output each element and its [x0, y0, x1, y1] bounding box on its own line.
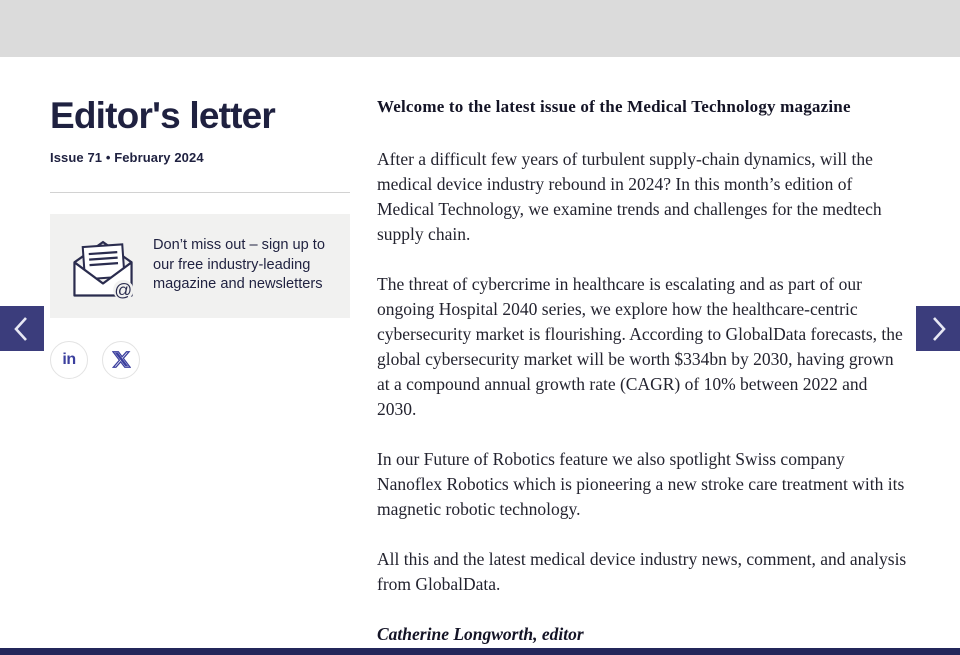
article-heading: Welcome to the latest issue of the Medical Technology magazine	[377, 97, 851, 116]
article-paragraph: After a difficult few years of turbulent supply-chain dynamics, will the medical device industry rebound in 2024? In this month’s edition of Medical Technology, we examine trends and challenges for the medtech supply chain.	[377, 149, 882, 244]
article-paragraph: The threat of cybercrime in healthcare is escalating and as part of our ongoing Hospital 2040 series, we explore how the healthcare-centric cybersecurity market is flourishing. According to GlobalData forecasts, the global cybersecurity market will be worth $334bn by 2030, having grown at a compound annual growth rate (CAGR) of 10% between 2022 and 2030.	[377, 274, 903, 419]
divider	[50, 192, 350, 193]
previous-page-button[interactable]	[0, 306, 44, 351]
article-paragraph: All this and the latest medical device industry news, comment, and analysis from GlobalData.	[377, 549, 907, 594]
article-paragraph: In our Future of Robotics feature we also spotlight Swiss company Nanoflex Robotics which is pioneering a new stroke care treatment with its magnetic robotic technology.	[377, 449, 905, 519]
linkedin-button[interactable]	[50, 341, 88, 379]
header-bar	[0, 0, 960, 57]
x-twitter-button[interactable]	[102, 341, 140, 379]
footer-bar	[0, 648, 960, 655]
issue-date-line: Issue 71 • February 2024	[50, 149, 204, 165]
editor-letter-body	[377, 96, 909, 647]
chevron-right-icon	[926, 314, 950, 344]
linkedin-icon: in	[62, 350, 76, 368]
editor-signature: Catherine Longworth, editor	[377, 624, 584, 644]
next-page-button[interactable]	[916, 306, 960, 351]
left-column	[50, 96, 350, 379]
chevron-left-icon	[10, 314, 34, 344]
newsletter-envelope-icon	[68, 233, 138, 299]
newsletter-signup-text: Don’t miss out – sign up to our free industry-leading magazine and newsletters	[153, 237, 325, 293]
page-title: Editor's letter	[50, 95, 276, 136]
newsletter-signup-banner[interactable]	[50, 214, 350, 318]
at-symbol: @	[114, 279, 133, 299]
social-links	[50, 341, 350, 379]
x-twitter-icon	[112, 350, 131, 369]
